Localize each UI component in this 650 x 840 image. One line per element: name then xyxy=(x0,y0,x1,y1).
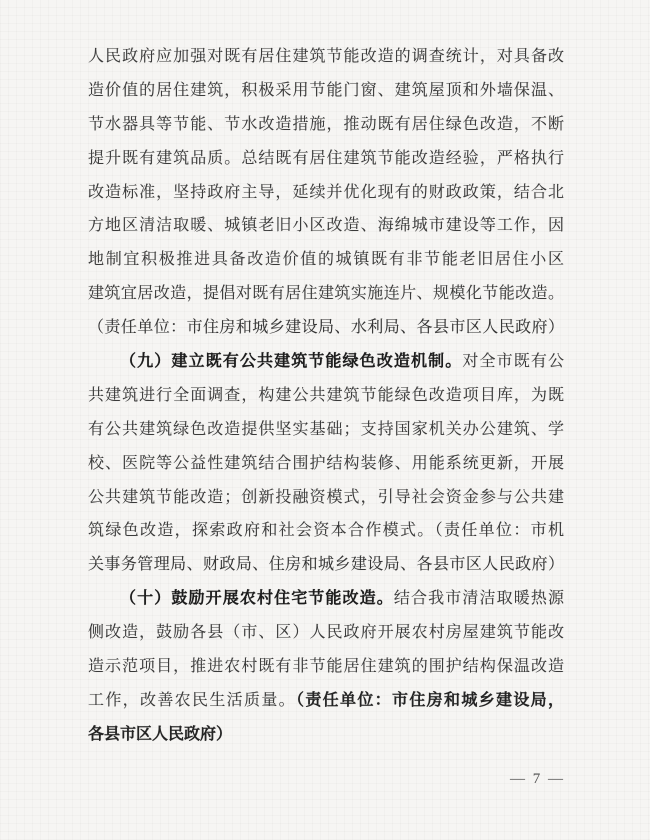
text-line xyxy=(88,311,564,345)
text-line xyxy=(88,74,564,108)
text-line xyxy=(88,209,564,243)
responsible-unit-run: （责任单位：市住房和城乡建设局、水利局、各县市区人民政府） xyxy=(88,319,564,337)
body-text-run: 筑绿色改造，探索政府和社会资本合作模式。 xyxy=(88,522,435,540)
text-line xyxy=(88,616,564,650)
section-heading-run: （十）鼓励开展农村住宅节能改造。 xyxy=(120,590,394,608)
body-text-run: 侧改造，鼓励各县（市、区）人民政府开展农村房屋建筑节能改 xyxy=(88,624,564,642)
text-line xyxy=(88,108,564,142)
responsible-unit-run: （责任单位：市机 xyxy=(434,522,564,540)
text-line xyxy=(88,345,564,379)
body-text-run: 改造标准，坚持政府主导，延续并优化现有的财政政策，结合北 xyxy=(88,183,564,201)
body-text-run: 人民政府应加强对既有居住建筑节能改造的调查统计，对具备改 xyxy=(88,48,564,65)
body-text-run: 有公共建筑绿色改造提供坚实基础；支持国家机关办公建筑、学 xyxy=(88,420,564,438)
text-line xyxy=(88,142,564,176)
text-line xyxy=(88,481,564,515)
text-line xyxy=(88,413,564,447)
text-line xyxy=(88,718,564,752)
text-line xyxy=(88,514,564,548)
section-heading-run: （九）建立既有公共建筑节能绿色改造机制。 xyxy=(120,353,463,371)
body-text-run: 提升既有建筑品质。总结既有居住建筑节能改造经验，严格执行 xyxy=(88,149,564,167)
text-line xyxy=(88,40,564,74)
page-number: — 7 — xyxy=(510,771,565,787)
text-line xyxy=(88,243,564,277)
body-text-run: 校、医院等公益性建筑结合围护结构装修、用能系统更新，开展 xyxy=(88,454,564,472)
text-line xyxy=(88,548,564,582)
text-line xyxy=(88,582,564,616)
body-text-run: 建筑宜居改造，提倡对既有居住建筑实施连片、规模化节能改造。 xyxy=(88,285,564,303)
text-line xyxy=(88,684,564,718)
text-line xyxy=(88,650,564,684)
body-text-run: 共建筑进行全面调查，构建公共建筑节能绿色改造项目库，为既 xyxy=(88,386,564,404)
responsible-unit-run: 关事务管理局、财政局、住房和城乡建设局、各县市区人民政府） xyxy=(88,556,564,574)
text-line xyxy=(88,176,564,210)
responsible-unit-run: 各县市区人民政府） xyxy=(88,725,233,743)
text-line xyxy=(88,379,564,413)
body-text-run: 方地区清洁取暖、城镇老旧小区改造、海绵城市建设等工作，因 xyxy=(88,217,564,235)
body-text-run: 节水器具等节能、节水改造措施，推动既有居住绿色改造，不断 xyxy=(88,115,564,133)
body-text-run: 公共建筑节能改造；创新投融资模式，引导社会资金参与公共建 xyxy=(88,488,564,506)
body-text-run: 工作，改善农民生活质量。 xyxy=(88,691,296,709)
body-text-run: 造示范项目，推进农村既有非节能居住建筑的围护结构保温改造 xyxy=(88,658,564,676)
body-text-run: 对全市既有公 xyxy=(462,353,564,371)
body-text-run: 结合我市清洁取暖热源 xyxy=(393,590,564,608)
document-body xyxy=(88,40,564,752)
text-line xyxy=(88,277,564,311)
responsible-unit-run: （责任单位：市住房和城乡建设局， xyxy=(296,691,564,709)
body-text-run: 造价值的居住建筑，积极采用节能门窗、建筑屋顶和外墙保温、 xyxy=(88,81,564,99)
body-text-run: 地制宜积极推进具备改造价值的城镇既有非节能老旧居住小区 xyxy=(88,251,564,269)
text-line xyxy=(88,447,564,481)
